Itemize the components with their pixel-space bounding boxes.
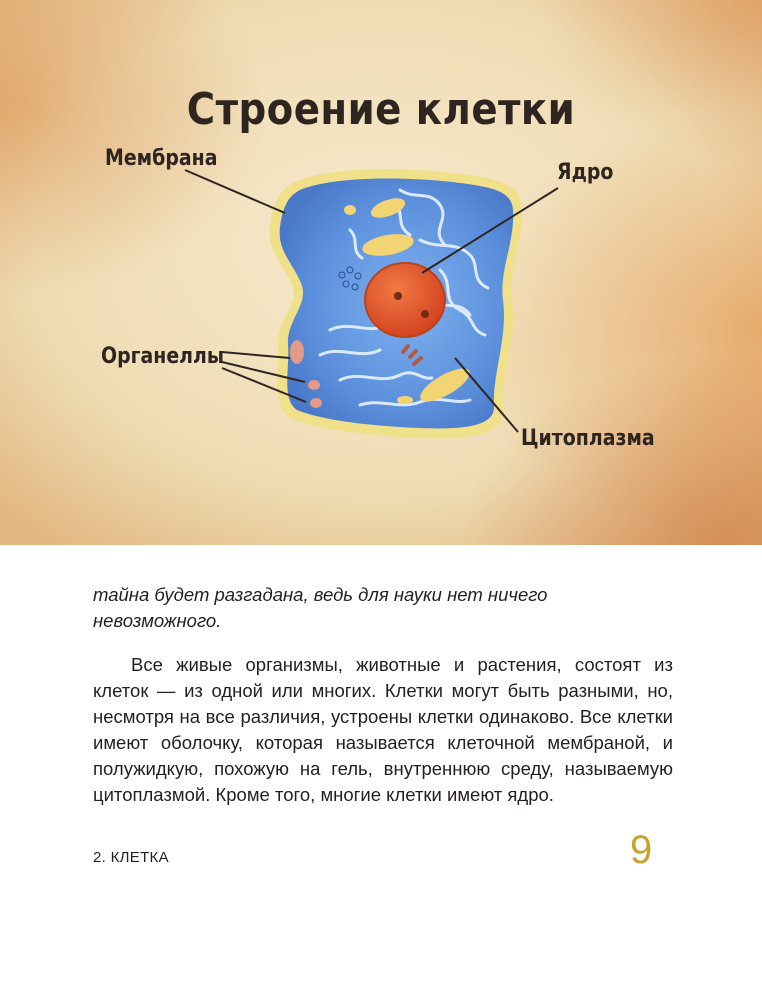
nucleus (365, 263, 445, 337)
label-nucleus: Ядро (557, 160, 614, 185)
label-membrane: Мембрана (105, 146, 218, 171)
label-organelles: Органеллы (101, 344, 225, 369)
chapter-running-footer: 2. КЛЕТКА (93, 849, 169, 866)
page-number: 9 (630, 828, 653, 872)
illustration-title: Строение клетки (186, 84, 576, 135)
body-paragraph-cells: Все живые организмы, животные и растения, состоят из клеток — из одной или многих. Клетки могут быть разными, но, несмотря на все различия, устроены клетки одинаково. Все клетки имеют оболочку, которая называется клеточной мембраной, и полужидкую, похожую на гель, внутреннюю среду, называемую цитоплазмой. Кроме того, многие клетки имеют ядро. (93, 654, 673, 805)
cell-diagram (269, 169, 522, 438)
label-cytoplasm: Цитоплазма (521, 426, 655, 451)
body-paragraph-continued: тайна будет разгадана, ведь для науки нет ничего невозможного. (93, 584, 548, 631)
